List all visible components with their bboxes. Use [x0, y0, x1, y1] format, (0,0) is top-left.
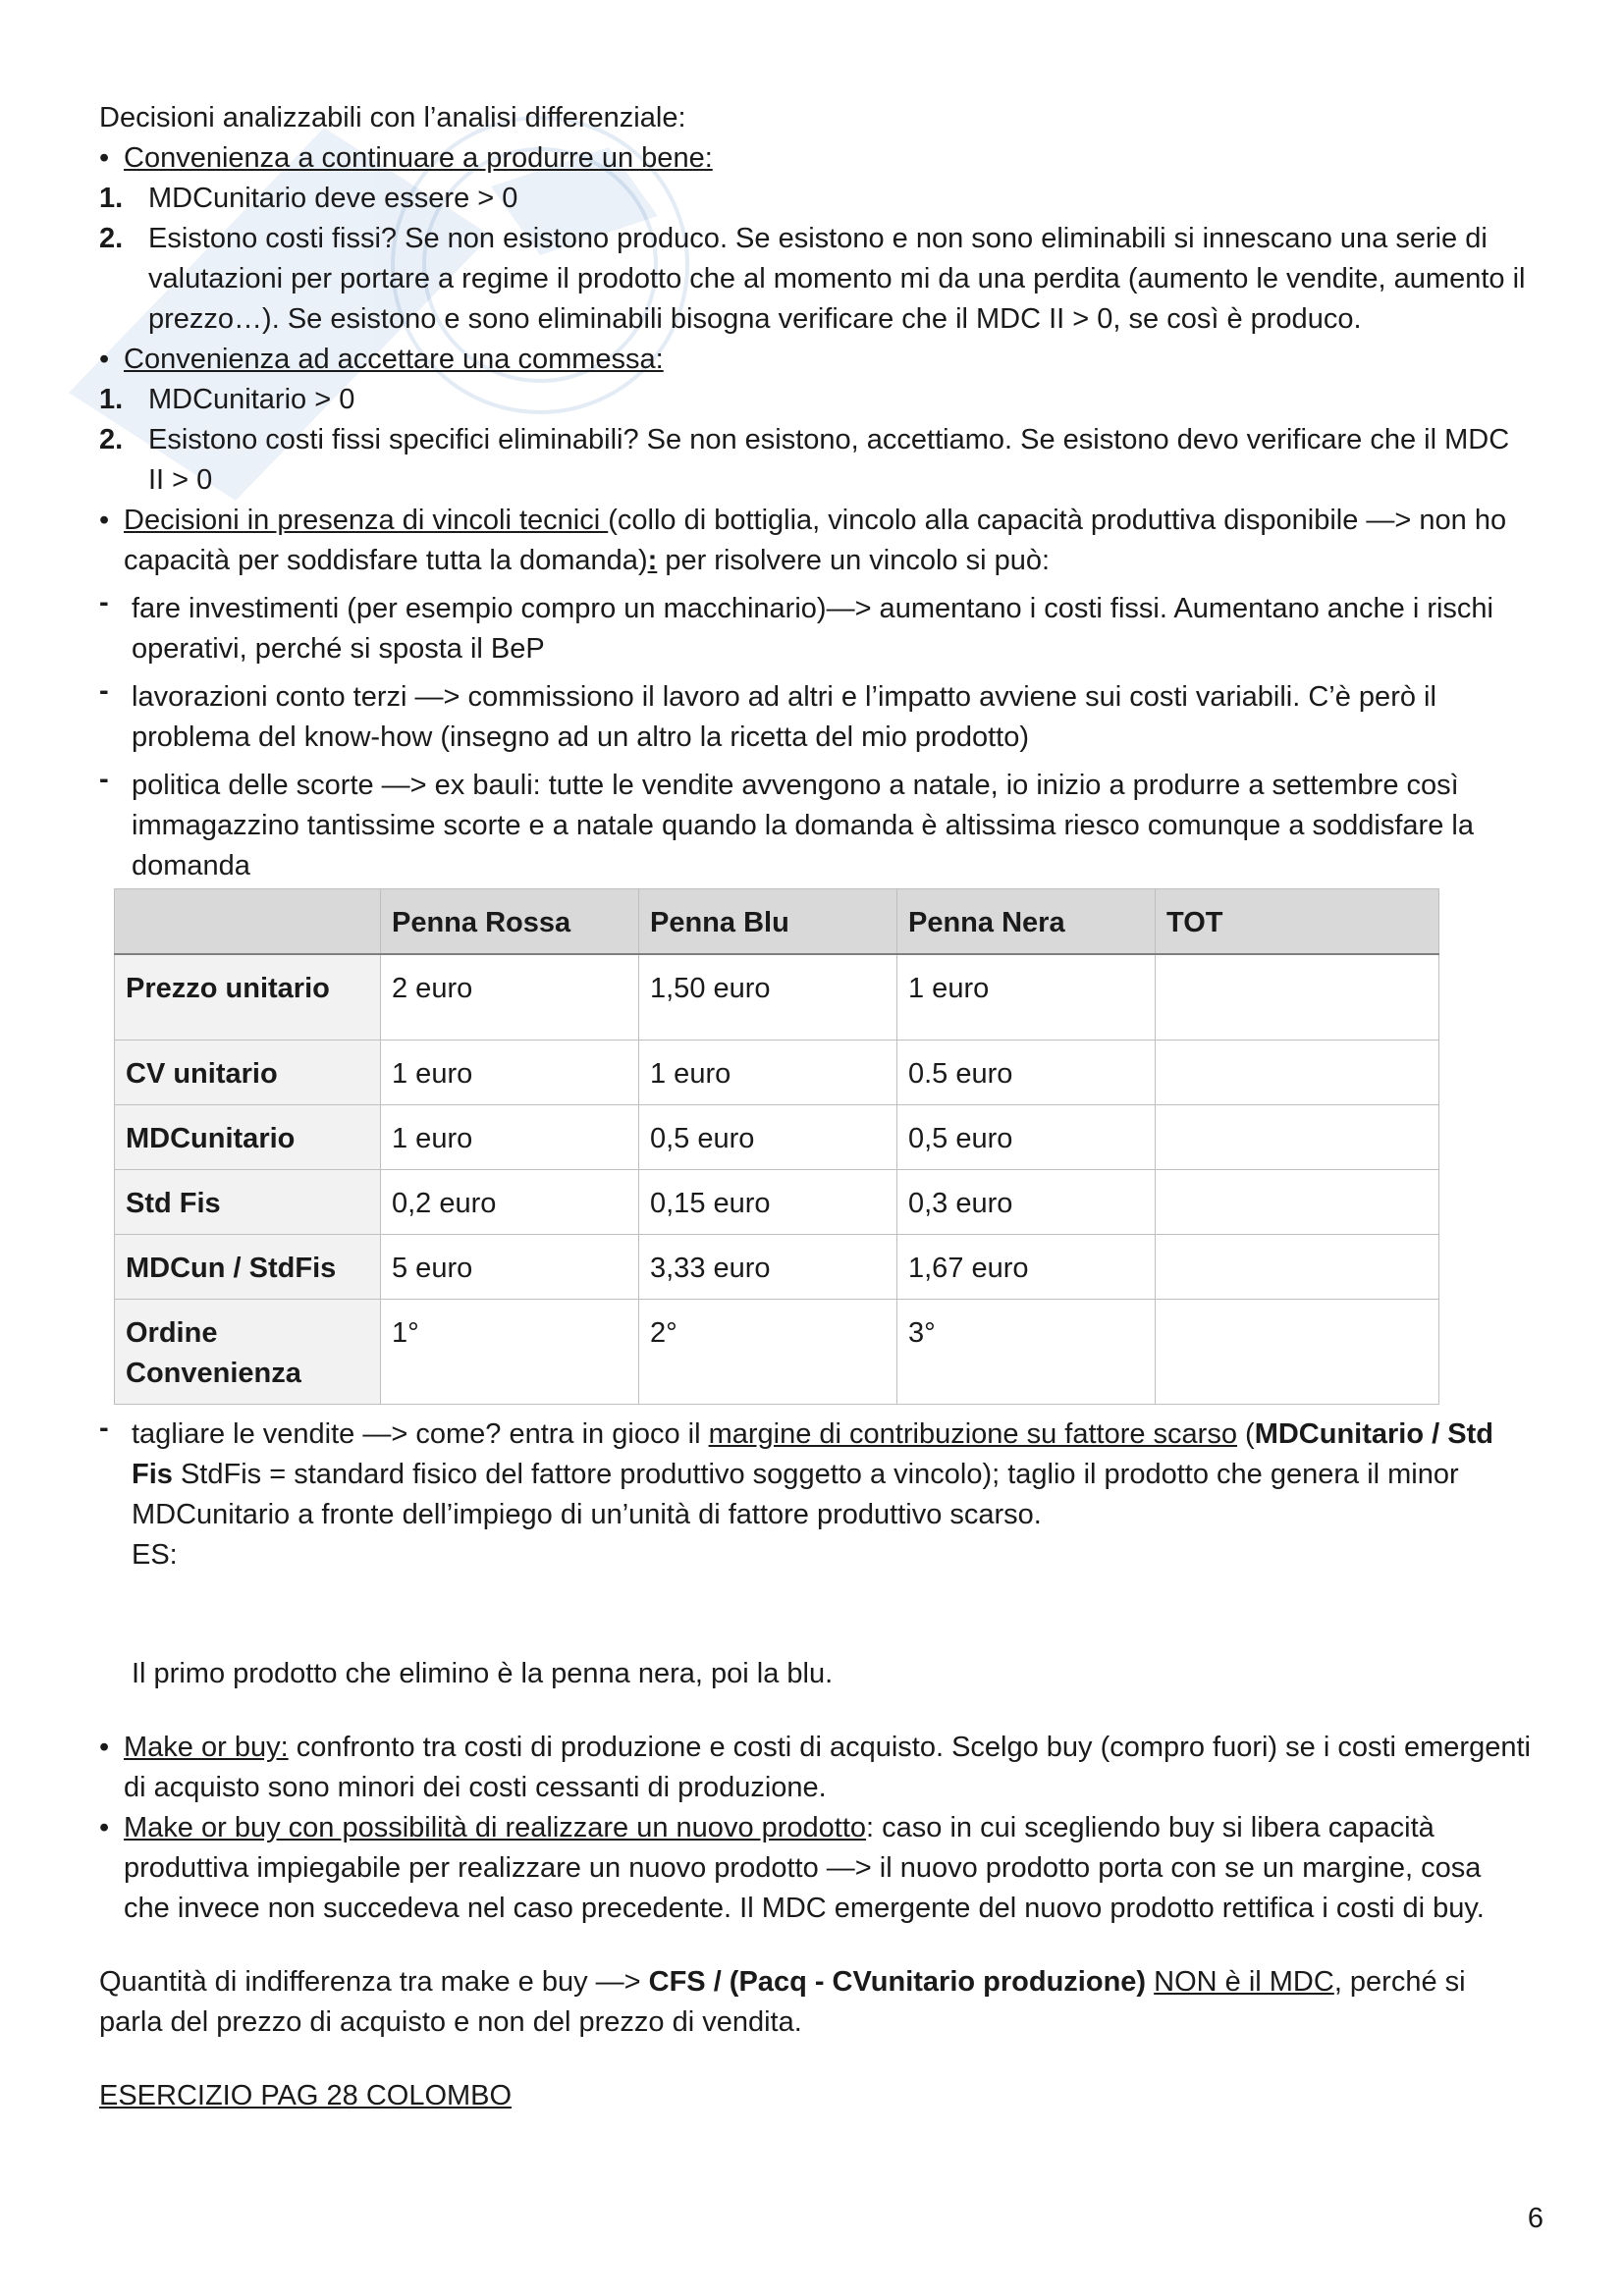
intro-line: Decisioni analizzabili con l’analisi differenziale: — [99, 102, 686, 133]
table-row-label: MDCun / StdFis — [115, 1235, 381, 1300]
dash-item-scorte: - politica delle scorte —> ex bauli: tutte le vendite avvengono a natale, io inizio a produrre a settembre così immagazzino tantissime scorte e a natale quando la domanda è altissima riesco comunque a soddisfare la domanda — [99, 764, 1474, 881]
dash-item-conto-terzi: - lavorazioni conto terzi —> commissiono il lavoro ad altri e l’impatto avviene sui costi variabili. C’è però il problema del know-how (insegno ad un altro la ricetta del mio prodotto) — [99, 675, 1436, 753]
bullet-vincoli: • Decisioni in presenza di vincoli tecnici (collo di bottiglia, vincolo alla capacità produttiva disponibile —> non ho capacità per soddisfare tutta la domanda): per risolvere un vincolo si può: — [99, 501, 1533, 581]
table-cell: 1 euro — [639, 1041, 897, 1105]
bullet-make-or-buy-nuovo: • Make or buy con possibilità di realizzare un nuovo prodotto: caso in cui scegliendo buy si libera capacità produttiva impiegabile per realizzare un nuovo prodotto —> il nuovo prodotto porta con se un margine, cosa che invece non succedeva nel caso precedente. Il MDC emergente del nuovo prodotto rettifica i costi di buy. — [99, 1808, 1533, 1929]
table-cell: 0,5 euro — [897, 1105, 1156, 1170]
page-number: 6 — [1527, 2203, 1543, 2234]
table-cell — [1156, 1300, 1439, 1405]
table-cell: 3° — [897, 1300, 1156, 1405]
table-row-label: MDCunitario — [115, 1105, 381, 1170]
numbered-item: 1. MDCunitario > 0 — [99, 384, 355, 415]
table-row-label: Ordine Convenienza — [115, 1300, 381, 1405]
table-cell: 3,33 euro — [639, 1235, 897, 1300]
table-cell: 5 euro — [381, 1235, 639, 1300]
table-cell: 1° — [381, 1300, 639, 1405]
table-cell: 1,50 euro — [639, 954, 897, 1041]
indifference-quantity: Quantità di indifferenza tra make e buy —> CFS / (Pacq - CVunitario produzione) NON è il MDC, perché si parla del prezzo di acquisto e non del prezzo di vendita. — [99, 1966, 1466, 2038]
table-cell: 1 euro — [381, 1105, 639, 1170]
bullet-continuare: • Convenienza a continuare a produrre un bene: — [99, 138, 1533, 179]
table-header-cell: TOT — [1156, 889, 1439, 955]
conclusion-line: Il primo prodotto che elimino è la penna nera, poi la blu. — [132, 1658, 834, 1689]
table-row — [115, 1235, 1439, 1300]
table-cell: 0,5 euro — [639, 1105, 897, 1170]
table-cell: 2° — [639, 1300, 897, 1405]
table-row — [115, 954, 1439, 1041]
table-cell: 0,3 euro — [897, 1170, 1156, 1235]
table-row — [115, 1170, 1439, 1235]
table-row-label: CV unitario — [115, 1041, 381, 1105]
table-row-label: Std Fis — [115, 1170, 381, 1235]
table-cell: 1 euro — [381, 1041, 639, 1105]
table-cell: 0,2 euro — [381, 1170, 639, 1235]
table-cell: 2 euro — [381, 954, 639, 1041]
dash-item-investimenti: - fare investimenti (per esempio compro un macchinario)—> aumentano i costi fissi. Aumentano anche i rischi operativi, perché si sposta il BeP — [99, 587, 1494, 665]
table-cell: 1 euro — [897, 954, 1156, 1041]
numbered-item: 2. Esistono costi fissi specifici eliminabili? Se non esistono, accettiamo. Se esistono devo verificare che il MDC II > 0 — [99, 424, 1510, 496]
bullet-commessa: • Convenienza ad accettare una commessa: — [99, 340, 1533, 380]
table-cell — [1156, 1170, 1439, 1235]
numbered-item: 2. Esistono costi fissi? Se non esistono produco. Se esistono e non sono eliminabili si innescano una serie di valutazioni per portare a regime il prodotto che al momento mi da una perdita (aumento le vendite, aumento il prezzo…). Se esistono e sono eliminabili bisogna verificare che il MDC II > 0, se così è produco. — [99, 223, 1526, 335]
table-cell: 0.5 euro — [897, 1041, 1156, 1105]
dash-item-tagliare: - tagliare le vendite —> come? entra in gioco il margine di contribuzione su fattore scarso (MDCunitario / Std Fis StdFis = standard fisico del fattore produttivo soggetto a vincolo); taglio il prodotto che genera il minor MDCunitario a fronte dell’impiego di un’unità di fattore produttivo scarso. ES: — [99, 1413, 1493, 1571]
table-header-row — [115, 889, 1439, 955]
table-header-cell: Penna Nera — [897, 889, 1156, 955]
table-row — [115, 1105, 1439, 1170]
table-cell — [1156, 1041, 1439, 1105]
exercise-reference: ESERCIZIO PAG 28 COLOMBO — [99, 2080, 513, 2111]
table-cell — [1156, 1235, 1439, 1300]
numbered-item: 1. MDCunitario deve essere > 0 — [99, 183, 518, 214]
table-header-cell — [115, 889, 381, 955]
table-cell — [1156, 954, 1439, 1041]
document-body — [99, 98, 1533, 2116]
table-cell: 1,67 euro — [897, 1235, 1156, 1300]
table-row-label: Prezzo unitario — [115, 954, 381, 1041]
table-header-cell: Penna Rossa — [381, 889, 639, 955]
bullet-make-or-buy: • Make or buy: confronto tra costi di produzione e costi di acquisto. Scelgo buy (compro fuori) se i costi emergenti di acquisto sono minori dei costi cessanti di produzione. — [99, 1728, 1533, 1808]
table-cell: 0,15 euro — [639, 1170, 897, 1235]
pens-table — [114, 888, 1439, 1405]
table-header-cell: Penna Blu — [639, 889, 897, 955]
table-row — [115, 1300, 1439, 1405]
table-row — [115, 1041, 1439, 1105]
table-cell — [1156, 1105, 1439, 1170]
